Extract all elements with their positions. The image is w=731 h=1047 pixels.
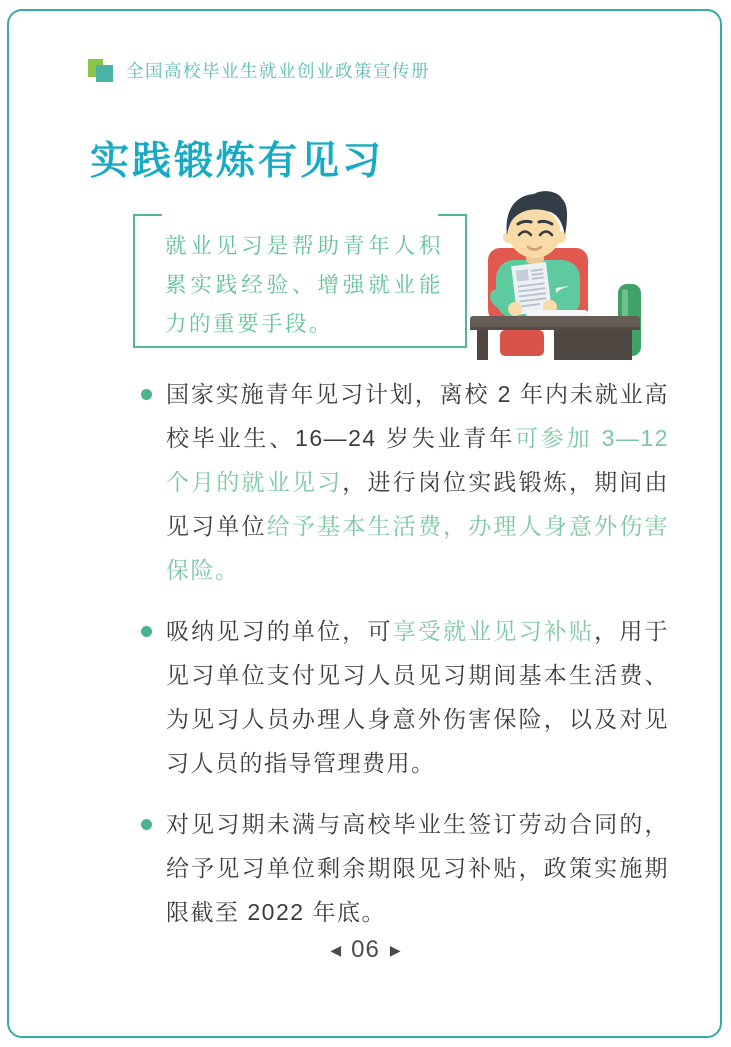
policy-list [141,372,669,951]
bullet-text [166,609,669,785]
text-segment: 对见习期未满与高校毕业生签订劳动合同的，给予见习单位剩余期限见习补贴，政策实施期限截至 2022 年底。 [166,811,669,925]
prev-page-icon: ◀ [330,942,342,958]
bullet-dot-icon [141,819,152,830]
booklet-title: 全国高校毕业生就业创业政策宣传册 [126,61,430,81]
list-item [141,802,669,934]
booklet-logo-icon [88,59,115,83]
bullet-dot-icon [141,626,152,637]
text-segment: ，进行岗位实践锻炼，期间由见习单位 [166,469,670,539]
bullet-text [166,372,669,592]
highlight-segment: 给予基本生活费，办理人身意外伤害保险。 [166,513,670,583]
list-item [141,372,669,592]
text-segment: 国家实施青年见习计划，离校 2 年内未就业高校毕业生、16—24 岁失业青年 [166,381,669,451]
text-segment: ，用于见习单位支付见习人员见习期间基本生活费、为见习人员办理人身意外伤害保险，以及对见习人员的指导管理费用。 [166,618,670,776]
highlight-segment: 享受就业见习补贴 [392,618,595,644]
bullet-dot-icon [141,389,152,400]
person-reading-at-desk-illustration [468,188,670,360]
page-number: 06 [351,936,380,963]
bullet-text [166,802,669,934]
highlight-segment: 可参加 3—12 个月的就业见习 [166,425,669,495]
illustration-svg [468,188,670,360]
next-page-icon: ▶ [389,942,401,958]
list-item [141,609,669,785]
page-footer [0,936,731,964]
page-title: 实践锻炼有见习 [90,140,385,183]
quote-box [133,214,467,348]
logo-square-teal [96,65,113,82]
text-segment: 吸纳见习的单位，可 [166,618,393,644]
quote-text: 就业见习是帮助青年人积累实践经验、增强就业能力的重要手段。 [165,234,443,336]
page-header [88,58,430,83]
